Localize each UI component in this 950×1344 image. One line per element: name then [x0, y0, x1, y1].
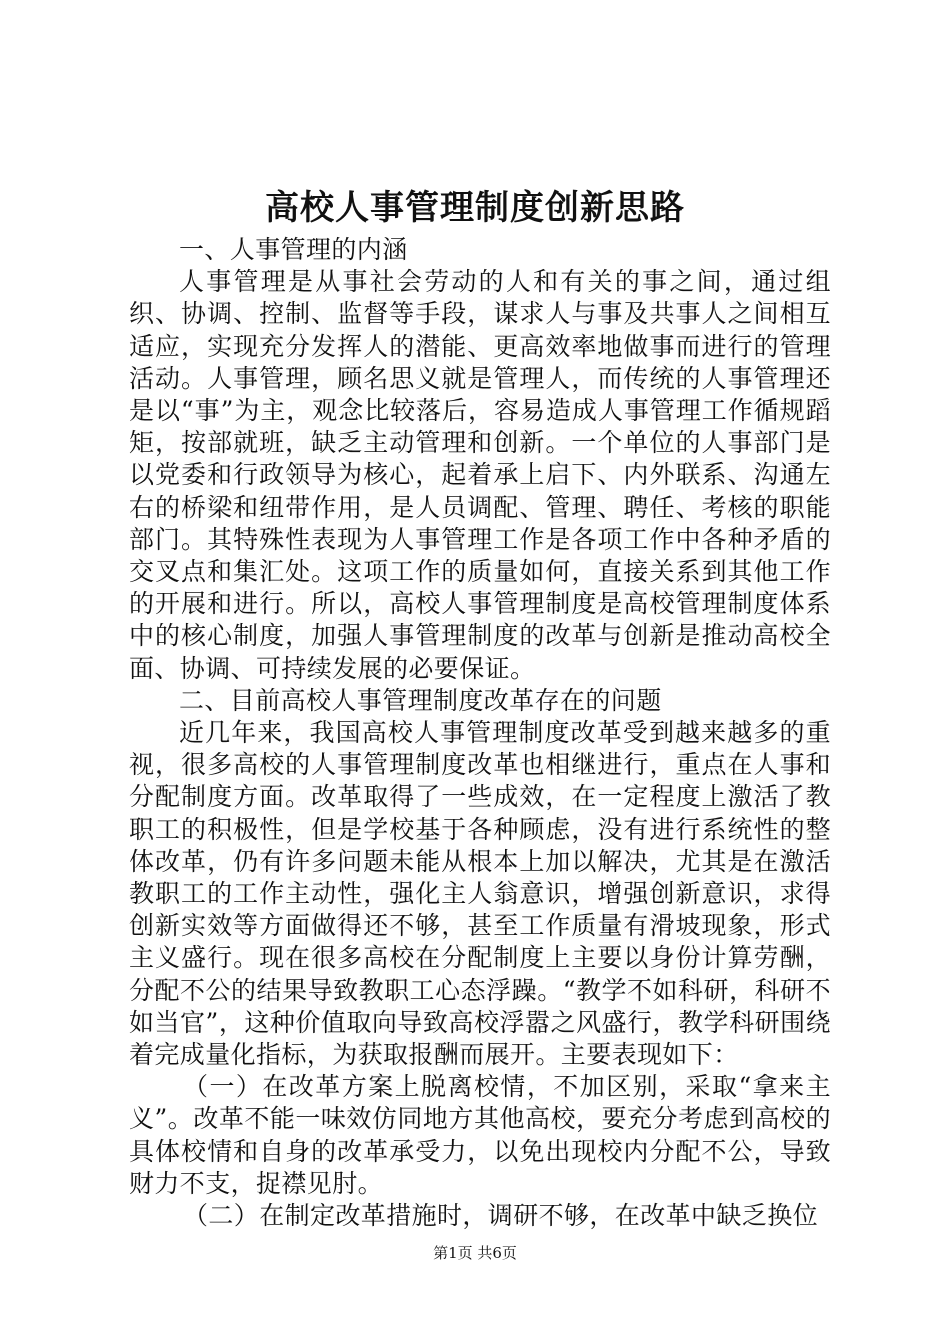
- section-heading-1: 一、人事管理的内涵: [179, 235, 408, 264]
- document-title: 高校人事管理制度创新思路: [265, 188, 685, 228]
- page-number-footer: 第1页 共6页: [433, 1244, 517, 1262]
- paragraph-item-1: （一）在改革方案上脱离校情，不加区别，采取“拿来主义”。改革不能一味效仿同地方其他高校，要充分考虑到高校的具体校情和自身的改革承受力，以免出现校内分配不公，导致财力不支，捉襟见肘。: [129, 1072, 831, 1198]
- paragraph-problems: 近几年来，我国高校人事管理制度改革受到越来越多的重视，很多高校的人事管理制度改革也相继进行，重点在人事和分配制度方面。改革取得了一些成效，在一定程度上激活了教职工的积极性，但是学校基于各种顾虑，没有进行系统性的整体改革，仍有许多问题未能从根本上加以解决，尤其是在激活教职工的工作主动性，强化主人翁意识，增强创新意识，求得创新实效等方面做得还不够，甚至工作质量有滑坡现象，形式主义盛行。现在很多高校在分配制度上主要以身份计算劳酬，分配不公的结果导致教职工心态浮躁。“教学不如科研，科研不如当官”，这种价值取向导致高校浮嚣之风盛行，教学科研围绕着完成量化指标，为获取报酬而展开。主要表现如下：: [129, 718, 831, 1070]
- paragraph-item-2: （二）在制定改革措施时，调研不够，在改革中缺乏换位: [183, 1201, 819, 1231]
- section-heading-2: 二、目前高校人事管理制度改革存在的问题: [179, 685, 662, 715]
- document-body: [129, 234, 831, 1232]
- paragraph-definition: 人事管理是从事社会劳动的人和有关的事之间，通过组织、协调、控制、监督等手段，谋求人与事及共事人之间相互适应，实现充分发挥人的潜能、更高效率地做事而进行的管理活动。人事管理，顾名思义就是管理人，而传统的人事管理还是以“事”为主，观念比较落后，容易造成人事管理工作循规蹈矩，按部就班，缺乏主动管理和创新。一个单位的人事部门是以党委和行政领导为核心，起着承上启下、内外联系、沟通左右的桥梁和纽带作用，是人员调配、管理、聘任、考核的职能部门。其特殊性表现为人事管理工作是各项工作中各种矛盾的交叉点和集汇处。这项工作的质量如何，直接关系到其他工作的开展和进行。所以，高校人事管理制度是高校管理制度体系中的核心制度，加强人事管理制度的改革与创新是推动高校全面、协调、可持续发展的必要保证。: [129, 267, 831, 683]
